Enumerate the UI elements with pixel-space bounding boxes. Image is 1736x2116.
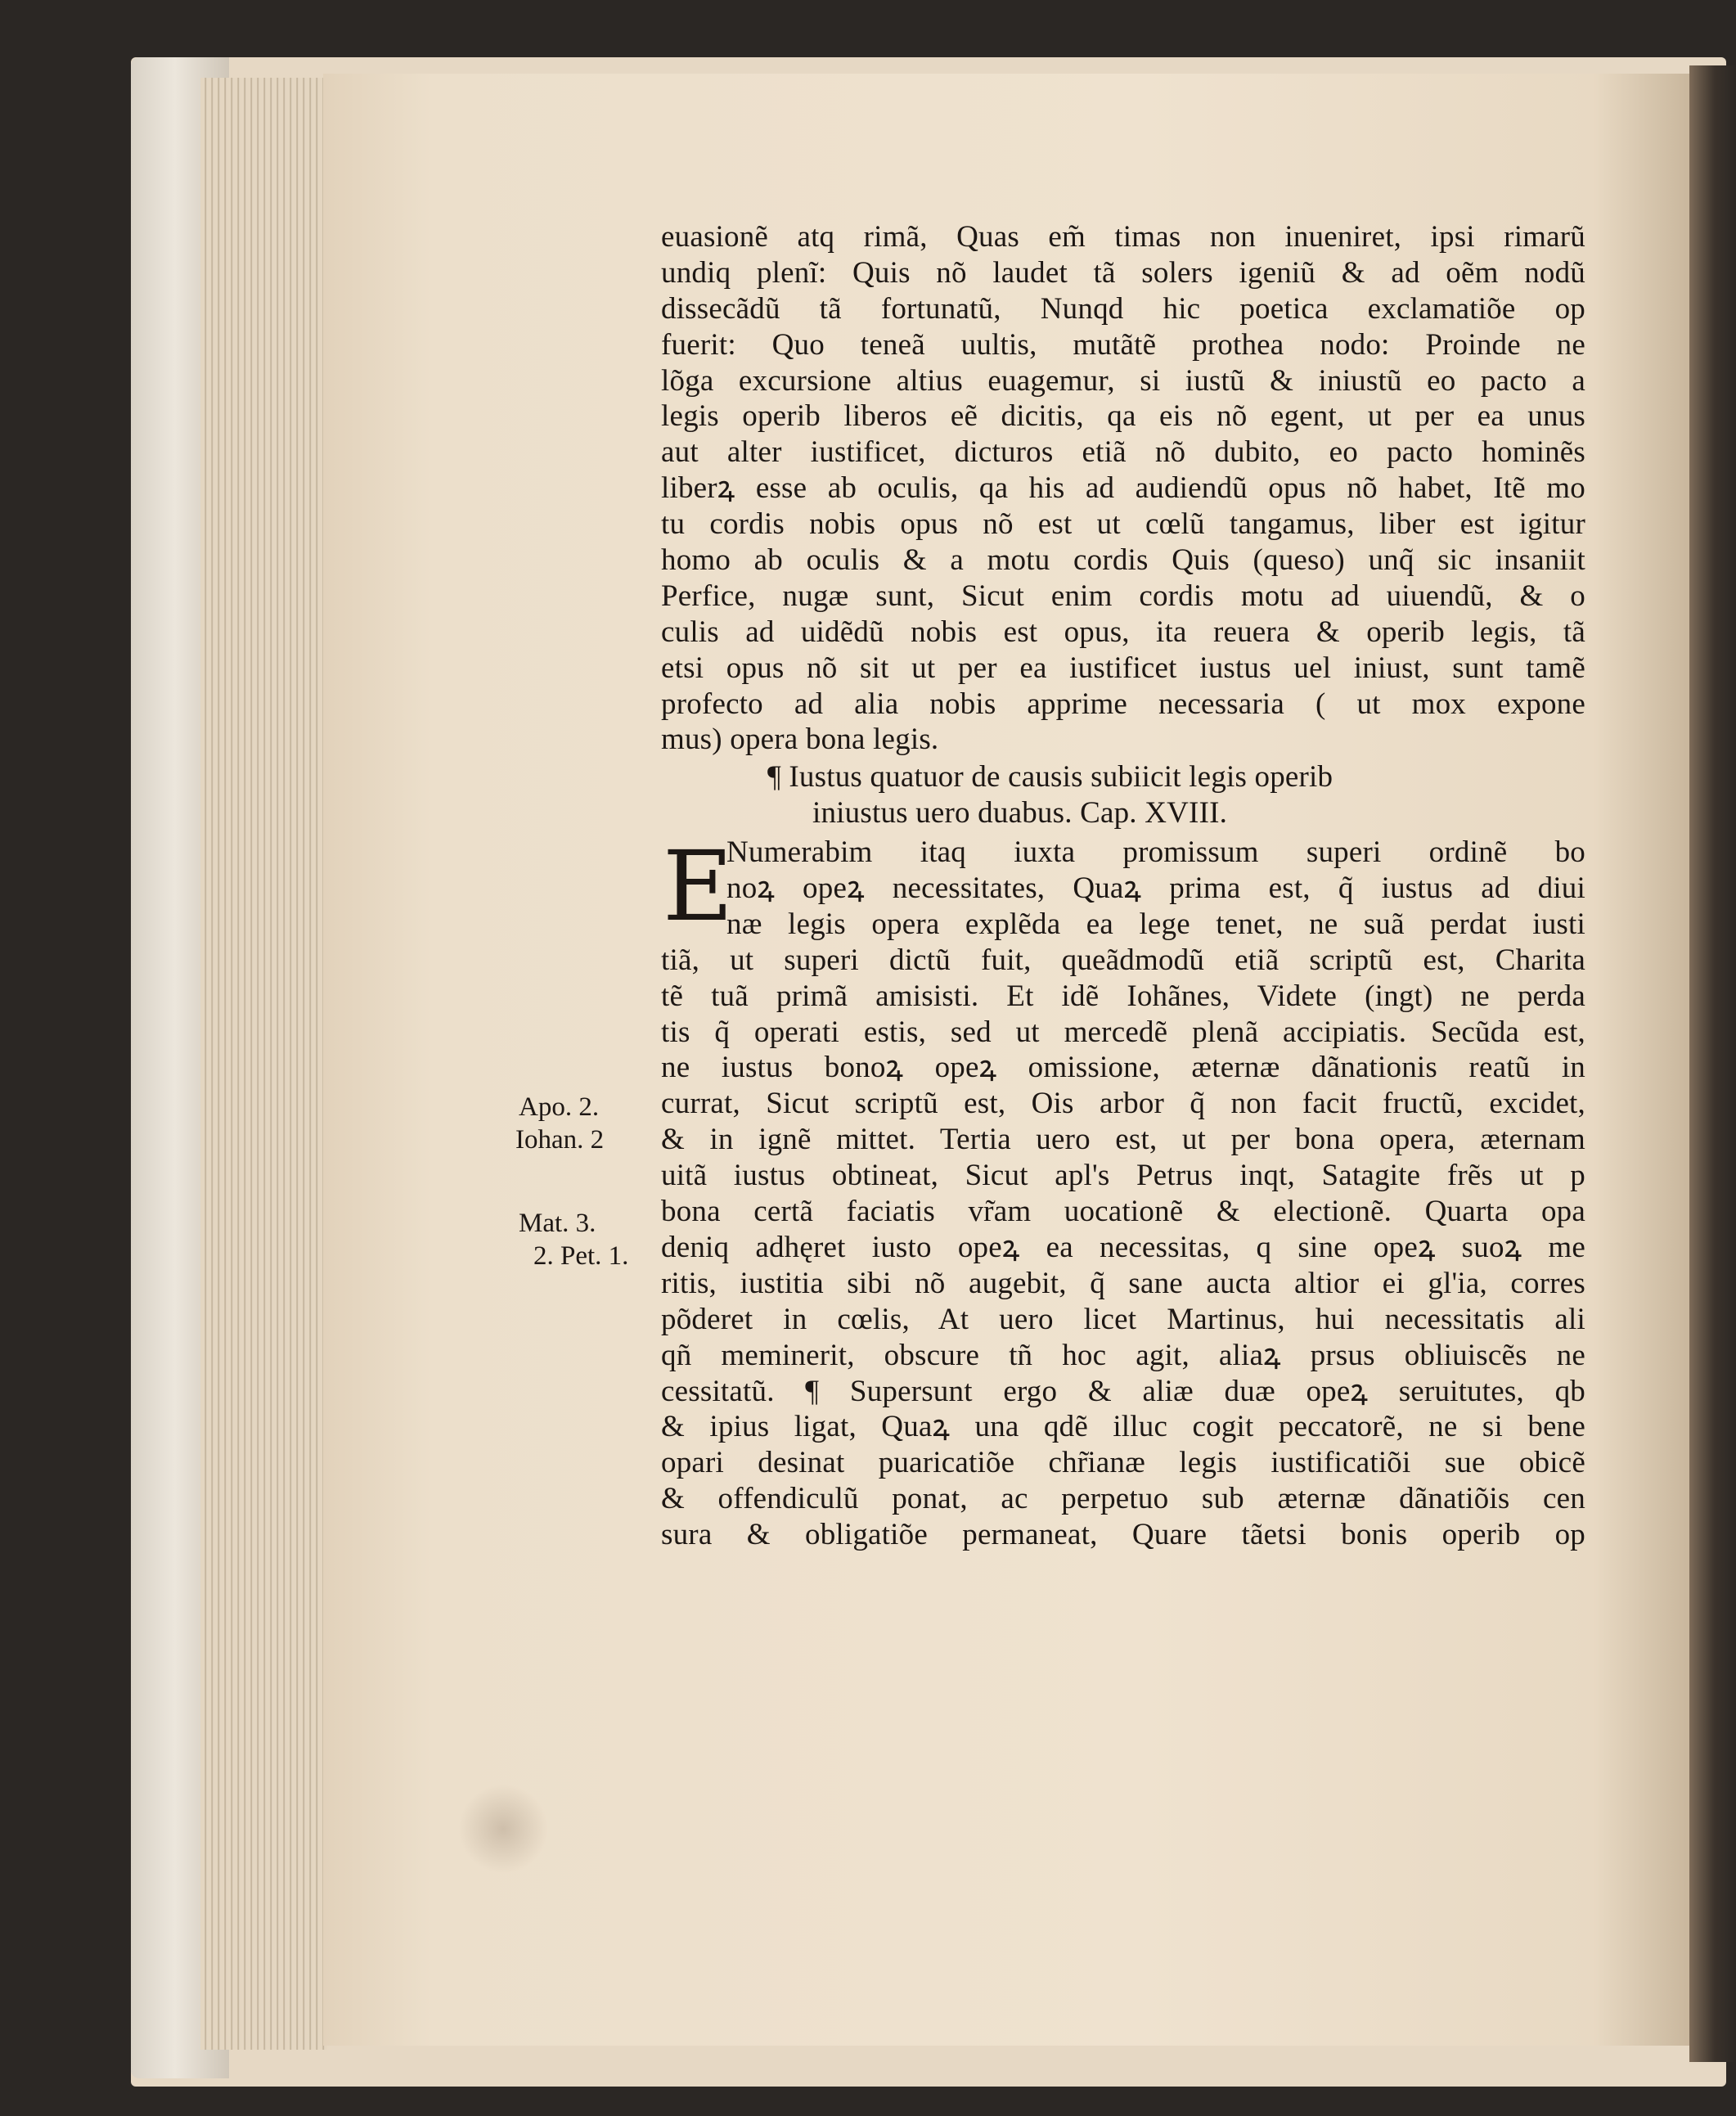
margin-note: 2. Pet. 1. xyxy=(533,1241,629,1271)
text-line: legis operib liberos eẽ dicitis, qa eis nõ egent, ut per ea unus xyxy=(661,399,1585,434)
text-line: tẽ tuã primã amisisti. Et idẽ Iohãnes, Videte (ingt) ne perda xyxy=(661,979,1585,1013)
text-line: põderet in cœlis, At uero licet Martinus, hui necessitatis ali xyxy=(661,1302,1585,1336)
text-line: cessitatũ. ¶ Supersunt ergo & aliæ duæ opeꝝ seruitutes, qb xyxy=(661,1374,1585,1408)
text-line: næ legis opera explẽda ea lege tenet, ne suã perdat iusti xyxy=(726,907,1585,941)
text-line: ritis, iustitia sibi nõ augebit, q̃ sane aucta altior ei gl'ia, corres xyxy=(661,1266,1585,1300)
text-line: Numerabim itaq iuxta promissum superi ordinẽ bo xyxy=(726,835,1585,870)
text-line: noꝝ opeꝝ necessitates, Quaꝝ prima est, q̃ iustus ad diui xyxy=(726,871,1585,906)
text-line: fuerit: Quo teneã uultis, mutãtẽ prothea nodo: Proinde ne xyxy=(661,327,1585,362)
text-line: & offendiculũ ponat, ac perpetuo sub æternæ dãnatiõis cen xyxy=(661,1482,1585,1516)
chapter-body xyxy=(661,830,1585,1553)
heading-line: ¶ Iustus quatuor de causis subiicit legis operib xyxy=(767,760,1333,795)
margin-note: Iohan. 2 xyxy=(515,1125,605,1155)
text-line: liberꝝ esse ab oculis, qa his ad audiendũ opus nõ habet, Itẽ mo xyxy=(661,471,1585,506)
text-line: tu cordis nobis opus nõ est ut cœlũ tangamus, liber est igitur xyxy=(661,507,1585,542)
text-line: sura & obligatiõe permaneat, Quare tãetsi bonis operib op xyxy=(661,1518,1585,1552)
gutter-shadow xyxy=(1689,65,1736,2062)
text-line: opari desinat puaricatiõe chr̃ianæ legis iustificatiõi sue obicẽ xyxy=(661,1446,1585,1480)
heading-line: iniustus uero duabus. Cap. XVIII. xyxy=(812,796,1228,831)
text-line: ne iustus bonoꝝ opeꝝ omissione, æternæ dãnationis reatũ in xyxy=(661,1051,1585,1085)
paper-stain xyxy=(458,1784,548,1874)
text-line: aut alter iustificet, dicturos etiã nõ dubito, eo pacto hominẽs xyxy=(661,435,1585,470)
text-line: Perfice, nugæ sunt, Sicut enim cordis motu ad uiuendũ, & o xyxy=(661,579,1585,613)
page-edges xyxy=(200,78,327,2050)
text-line: dissecãdũ tã fortunatũ, Nunqd hic poetica exclamatiõe op xyxy=(661,291,1585,326)
text-line: tiã, ut superi dictũ fuit, queãdmodũ etiã scriptũ est, Charita xyxy=(661,943,1585,977)
margin-note: Mat. 3. xyxy=(519,1209,596,1238)
text-line: & ipius ligat, Quaꝝ una qdẽ illuc cogit peccatorẽ, ne si bene xyxy=(661,1410,1585,1444)
paragraph xyxy=(661,830,1585,1553)
text-line: bona certã faciatis vr̃am uocationẽ & electionẽ. Quarta opa xyxy=(661,1195,1585,1229)
text-line: qñ meminerit, obscure tñ hoc agit, aliaꝝ prsus obliuiscẽs ne xyxy=(661,1338,1585,1372)
text-line: mus) opera bona legis. xyxy=(661,723,939,757)
text-line: & in ignẽ mittet. Tertia uero est, ut per bona opera, æternam xyxy=(661,1123,1585,1157)
paragraph-continuation xyxy=(661,219,1585,758)
text-line: deniq adhęret iusto opeꝝ ea necessitas, q sine opeꝝ suoꝝ me xyxy=(661,1230,1585,1264)
text-line: euasionẽ atq rimã, Quas em̃ timas non inueniret, ipsi rimarũ xyxy=(661,220,1585,254)
text-line: currat, Sicut scriptũ est, Ois arbor q̃ non facit fructũ, excidet, xyxy=(661,1087,1585,1121)
text-line: etsi opus nõ sit ut per ea iustificet iustus uel iniust, sunt tamẽ xyxy=(661,651,1585,685)
text-line: uitã iustus obtineat, Sicut apl's Petrus inqt, Satagite frẽs ut p xyxy=(661,1159,1585,1193)
text-line: lõga excursione altius euagemur, si iustũ & iniustũ eo pacto a xyxy=(661,363,1585,398)
text-line: profecto ad alia nobis apprime necessaria ( ut mox expone xyxy=(661,687,1585,721)
text-line: culis ad uidẽdũ nobis est opus, ita reuera & operib legis, tã xyxy=(661,615,1585,649)
text-line: homo ab oculis & a motu cordis Quis (queso) unq̃ sic insaniit xyxy=(661,543,1585,578)
text-line: undiq plenĩ: Quis nõ laudet tã solers igeniũ & ad oẽm nodũ xyxy=(661,255,1585,290)
drop-capital: E xyxy=(663,830,734,943)
chapter-heading xyxy=(767,759,1585,831)
margin-note: Apo. 2. xyxy=(519,1092,600,1122)
main-text-column xyxy=(661,219,1585,1553)
text-line: tis q̃ operati estis, sed ut mercedẽ plenã accipiatis. Secũda est, xyxy=(661,1015,1585,1049)
